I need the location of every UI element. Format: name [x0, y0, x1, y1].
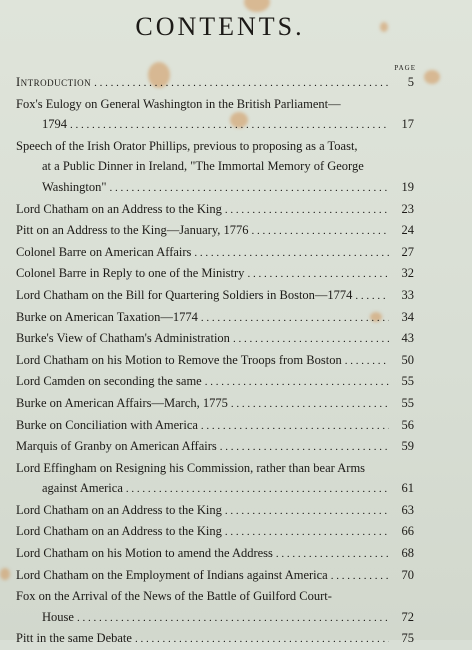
toc-entry	[16, 199, 414, 221]
page-column-label: PAGE	[394, 64, 416, 72]
dot-leader	[225, 501, 389, 522]
toc-entry-page: 55	[401, 374, 414, 389]
toc-entry-title: Burke on American Taxation—1774	[16, 309, 198, 324]
toc-entry-title: Fox on the Arrival of the News of the Battle of Guilford Court-	[16, 589, 332, 604]
toc-entry	[16, 628, 414, 650]
toc-entry-page: 66	[401, 524, 414, 539]
toc-entry	[16, 263, 414, 285]
toc-entry-title: Lord Chatham on his Motion to Remove the Troops from Boston	[16, 352, 342, 367]
dot-leader	[77, 608, 389, 629]
toc-entry-page: 43	[401, 331, 414, 346]
toc-entry-page: 59	[401, 439, 414, 454]
toc-entry-page: 34	[401, 309, 414, 324]
dot-leader	[201, 308, 389, 329]
toc-entry	[16, 136, 414, 199]
dot-leader	[220, 437, 389, 458]
dot-leader	[355, 286, 389, 307]
toc-entry-page: 24	[401, 223, 414, 238]
dot-leader	[252, 221, 389, 242]
dot-leader	[70, 115, 389, 136]
toc-entry-page: 61	[401, 481, 414, 496]
toc-entry	[16, 521, 414, 543]
toc-entry-title-cont: at a Public Dinner in Ireland, "The Immortal Memory of George	[42, 159, 364, 174]
toc-entry-page: 68	[401, 546, 414, 561]
dot-leader	[331, 566, 389, 587]
toc-entry	[16, 586, 414, 628]
toc-entry	[16, 436, 414, 458]
toc-entry-title-cont: 1794	[42, 117, 67, 132]
dot-leader	[276, 544, 389, 565]
toc-entry-page: 33	[401, 287, 414, 302]
foxing-stain	[244, 0, 270, 12]
dot-leader	[233, 329, 389, 350]
dot-leader	[231, 394, 389, 415]
toc-entry-title: Marquis of Granby on American Affairs	[16, 439, 217, 454]
toc-entry-title: Lord Chatham on the Employment of Indians against America	[16, 567, 328, 582]
toc-entry-title: Pitt in the same Debate	[16, 631, 132, 646]
toc-entry-page: 55	[401, 395, 414, 410]
toc-entry	[16, 72, 414, 94]
dot-leader	[225, 522, 389, 543]
toc-entry-page: 32	[401, 266, 414, 281]
toc-entry-title: Lord Chatham on an Address to the King	[16, 201, 222, 216]
toc-entry-page: 27	[401, 244, 414, 259]
dot-leader	[247, 264, 389, 285]
toc-entry-title: Lord Chatham on the Bill for Quartering Soldiers in Boston—1774	[16, 287, 353, 302]
toc-entry-page: 5	[407, 75, 414, 89]
toc-entry	[16, 307, 414, 329]
toc-entry-page: 56	[401, 417, 414, 432]
toc-entry-title: Burke's View of Chatham's Administration	[16, 331, 230, 346]
toc-entry	[16, 220, 414, 242]
toc-entry	[16, 94, 414, 136]
toc-entry-title: Lord Effingham on Resigning his Commission, rather than bear Arms	[16, 460, 366, 475]
toc-entry-title: Pitt on an Address to the King—January, 1776	[16, 223, 249, 238]
toc-entry-page: 70	[401, 567, 414, 582]
dot-leader	[225, 200, 389, 221]
toc-entry-title-cont: Washington"	[42, 179, 107, 194]
toc-entry-title: Lord Chatham on an Address to the King	[16, 502, 222, 517]
toc-entry-page: 50	[401, 352, 414, 367]
toc-entry-title: Lord Chatham on an Address to the King	[16, 524, 222, 539]
toc-entry-page: 75	[401, 631, 414, 646]
toc-entry-title: Colonel Barre in Reply to one of the Ministry	[16, 266, 245, 281]
toc-entry	[16, 458, 414, 500]
toc-entry	[16, 285, 414, 307]
dot-leader	[126, 479, 389, 500]
dot-leader	[194, 243, 389, 264]
toc-entry-title: Colonel Barre on American Affairs	[16, 244, 192, 259]
toc-entry-page: 63	[401, 502, 414, 517]
toc-entry	[16, 500, 414, 522]
toc-entry-page: 19	[401, 179, 414, 194]
dot-leader	[345, 351, 389, 372]
toc-entry-page: 72	[401, 609, 414, 624]
dot-leader	[205, 372, 389, 393]
toc-entry	[16, 543, 414, 565]
toc-entry	[16, 242, 414, 264]
dot-leader	[110, 178, 389, 199]
foxing-stain	[0, 568, 10, 580]
dot-leader	[94, 73, 389, 94]
toc-entry-title-cont: House	[42, 609, 74, 624]
toc-entry-page: 23	[401, 201, 414, 216]
toc-entry	[16, 328, 414, 350]
toc-entry	[16, 565, 414, 587]
toc-entry	[16, 371, 414, 393]
toc-entry-title: Lord Chatham on his Motion to amend the Address	[16, 546, 273, 561]
table-of-contents	[16, 72, 414, 650]
toc-entry-title: Speech of the Irish Orator Phillips, previous to proposing as a Toast,	[16, 138, 358, 153]
toc-entry-title: Burke on American Affairs—March, 1775	[16, 395, 228, 410]
toc-entry-title: Fox's Eulogy on General Washington in the British Parliament—	[16, 96, 341, 111]
page-title: CONTENTS.	[135, 12, 305, 41]
dot-leader	[201, 416, 389, 437]
toc-entry	[16, 415, 414, 437]
toc-entry-title-cont: against America	[42, 481, 123, 496]
toc-entry-title: Lord Camden on seconding the same	[16, 374, 202, 389]
toc-entry	[16, 393, 414, 415]
foxing-stain	[424, 70, 440, 84]
toc-entry-page: 17	[401, 117, 414, 132]
toc-entry	[16, 350, 414, 372]
toc-entry-title: Burke on Conciliation with America	[16, 417, 198, 432]
toc-entry-title: Introduction	[16, 75, 92, 89]
